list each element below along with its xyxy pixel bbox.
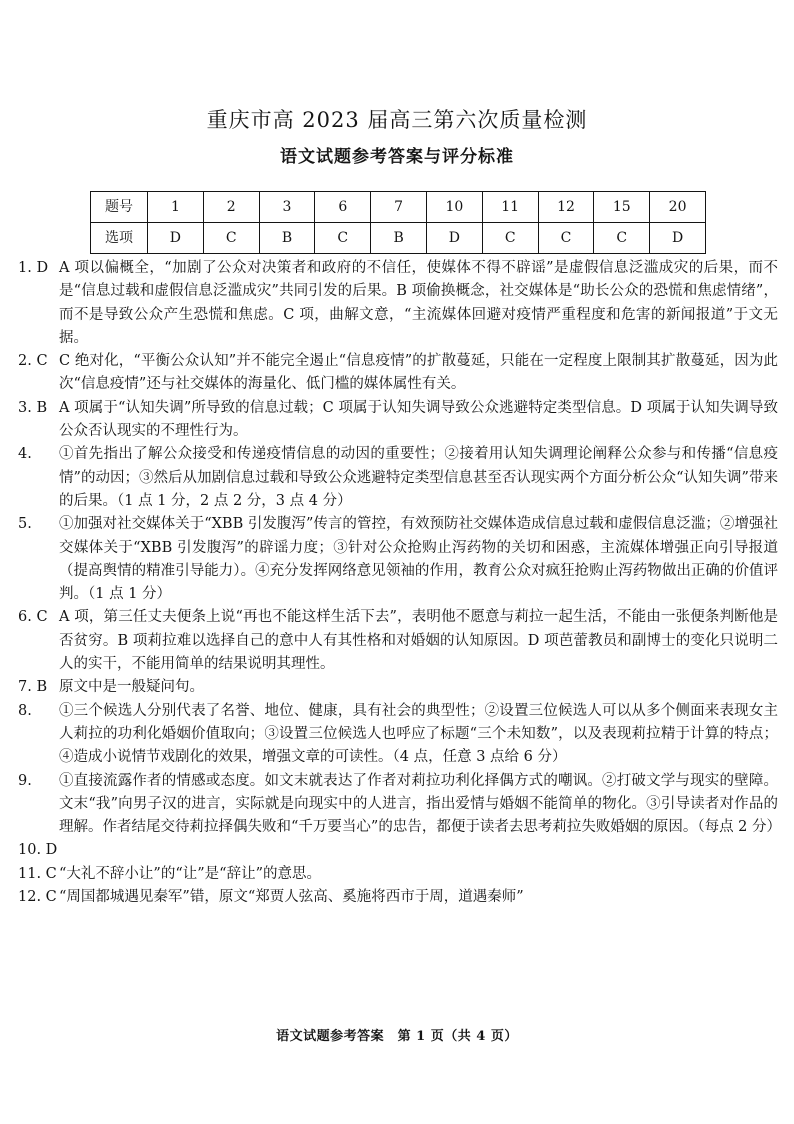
answer-item-6: [18, 606, 778, 676]
item-explanation: ①直接流露作者的情感或态度。如文末就表达了作者对莉拉功利化择偶方式的嘲讽。②打破文学与现实的壁障。文末“我”向男子汉的进言，实际就是向现实中的人进言，指出爱情与婚姻不能简单的物化。③引导读者对作品的理解。作者结尾交待莉拉择偶失败和“千万要当心”的忠告，都便于读者去思考莉拉失败婚姻的原因。（每点 2 分）: [59, 772, 782, 836]
item-number: 4.: [18, 446, 32, 463]
answer-item-2: [18, 350, 778, 397]
answer-item-12: [18, 886, 778, 909]
row-label-option: 选项: [91, 223, 148, 254]
item-number: 10. D: [18, 842, 58, 859]
question-number-cell: 7: [371, 192, 427, 223]
item-explanation: 原文中是一般疑问句。: [59, 679, 204, 696]
item-explanation: “大礼不辞小让”的“让”是“辞让”的意思。: [59, 865, 321, 882]
page-footer: 语文试题参考答案 第 1 页（共 4 页）: [276, 1029, 518, 1044]
answer-item-11: [18, 863, 778, 886]
answer-item-9: [18, 770, 782, 840]
question-number-cell: 3: [259, 192, 315, 223]
question-number-cell: 12: [538, 192, 594, 223]
answer-option-cell: B: [371, 223, 427, 254]
answer-option-cell: D: [426, 223, 482, 254]
answer-item-8: [18, 700, 778, 770]
item-number: 8.: [18, 702, 32, 719]
item-explanation: C 绝对化，“平衡公众认知”并不能完全遏止“信息疫情”的扩散蔓延，只能在一定程度上限制其扩散蔓延，因为此次“信息疫情”还与社交媒体的海量化、低门槛的媒体属性有关。: [59, 353, 778, 393]
item-number: 1. D: [18, 260, 49, 276]
item-number: 9.: [18, 772, 32, 789]
item-explanation: [59, 839, 778, 862]
answer-table: [90, 191, 706, 254]
item-number: 11. C: [18, 865, 57, 882]
item-number: 6. C: [18, 609, 48, 626]
question-number-row: [91, 192, 706, 223]
item-number: 5.: [18, 516, 32, 533]
answer-option-cell: C: [594, 223, 650, 254]
answer-item-1: [18, 257, 778, 350]
item-explanation: “周国都城遇见秦军”错，原文“郑贾人弦高、奚施将西市于周，道遇秦师”: [59, 889, 524, 906]
answer-option-cell: C: [203, 223, 259, 254]
item-explanation: ①首先指出了解公众接受和传递疫情信息的动因的重要性；②接着用认知失调理论阐释公众参与和传播“信息疫情”的动因；③然后从加剧信息过载和导致公众逃避特定类型信息甚至否认现实两个方面分析公众“认知失调”带来的后果。（1 点 1 分，2 点 2 分，3 点 4 分）: [59, 446, 778, 509]
item-explanation: ①加强对社交媒体关于“XBB 引发腹泻”传言的管控，有效预防社交媒体造成信息过载和虚假信息泛滥；②增强社交媒体关于“XBB 引发腹泻”的辟谣力度；③针对公众抢购止泻药物的关切和困惑，主流媒体增强正向引导报道（提高舆情的精准引导能力）。④充分发挥网络意见领袖的作用，教育公众对疯狂抢购止泻药物做出正确的价值评判。（1 点 1 分）: [59, 516, 778, 603]
item-explanation: ①三个候选人分别代表了名誉、地位、健康，具有社会的典型性；②设置三位候选人可以从多个侧面来表现女主人莉拉的功利化婚姻价值取向；③设置三位候选人也呼应了标题“三个未知数”，以及表现莉拉精于计算的特点；④造成小说情节戏剧化的效果，增强文章的可读性。（4 点，任意 3 点给 6 分）: [59, 702, 778, 766]
answer-option-cell: C: [482, 223, 538, 254]
document-title: 重庆市高 2023 届高三第六次质量检测: [206, 108, 588, 132]
answer-option-cell: C: [538, 223, 594, 254]
answer-item-3: [18, 397, 778, 444]
question-number-cell: 20: [650, 192, 706, 223]
question-number-cell: 10: [426, 192, 482, 223]
question-number-cell: 1: [148, 192, 204, 223]
document-subtitle: 语文试题参考答案与评分标准: [280, 147, 514, 167]
question-number-cell: 11: [482, 192, 538, 223]
item-number: 7. B: [18, 679, 48, 696]
answer-option-cell: D: [650, 223, 706, 254]
answer-item-7: [18, 676, 778, 699]
answer-option-cell: C: [315, 223, 371, 254]
item-explanation: A 项属于“认知失调”所导致的信息过载；C 项属于认知失调导致公众逃避特定类型信息。D 项属于认知失调导致公众否认现实的不理性行为。: [59, 399, 778, 440]
answer-item-4: [18, 443, 778, 513]
answer-item-10: [18, 839, 778, 862]
row-label-question-number: 题号: [91, 192, 148, 223]
answer-option-cell: B: [259, 223, 315, 254]
answer-option-cell: D: [148, 223, 204, 254]
question-number-cell: 6: [315, 192, 371, 223]
item-number: 2. C: [18, 353, 48, 370]
item-explanation: A 项，第三任丈夫便条上说“再也不能这样生活下去”，表明他不愿意与莉拉一起生活，不能由一张便条判断他是否贫穷。B 项莉拉难以选择自己的意中人有其性格和对婚姻的认知原因。D 项芭蕾教员和副博士的变化只说明二人的实干，不能用简单的结果说明其理性。: [59, 609, 778, 673]
item-number: 12. C: [18, 889, 57, 906]
question-number-cell: 2: [203, 192, 259, 223]
answer-explanations: [18, 257, 782, 909]
item-explanation: A 项以偏概全，“加剧了公众对决策者和政府的不信任，使媒体不得不辟谣”是虚假信息泛滥成灾的后果，而不是“信息过载和虚假信息泛滥成灾”共同引发的后果。B 项偷换概念，社交媒体是“助长公众的恐慌和焦虑情绪”，而不是导致公众产生恐慌和焦虑。C 项，曲解文意，“主流媒体回避对疫情严重程度和危害的新闻报道”于文无据。: [59, 260, 778, 346]
item-number: 3. B: [18, 399, 48, 416]
answer-item-5: [18, 513, 778, 606]
question-number-cell: 15: [594, 192, 650, 223]
answer-option-row: [91, 223, 706, 254]
